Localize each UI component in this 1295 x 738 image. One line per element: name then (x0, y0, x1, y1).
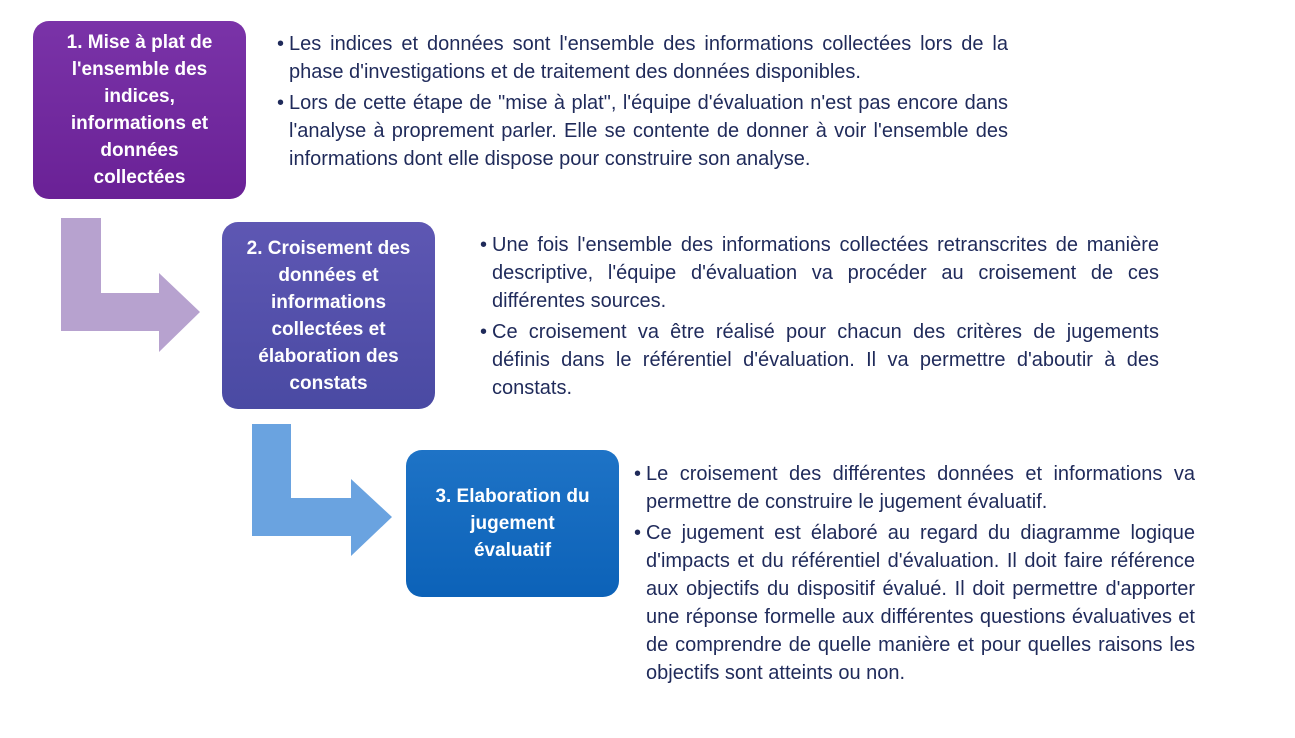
step-1-title-line: l'ensemble des (71, 59, 208, 80)
step-1-box (33, 21, 246, 199)
step-3-title (435, 483, 589, 564)
step-2-title-line: constats (289, 372, 368, 394)
step-1-bullet: • Lors de cette étape de "mise à plat", l'équipe d'évaluation n'est pas encore dans l'analyse à proprement parler. Elle se contente de donner à voir l'ensemble des informations dont elle dispose pour construire son analyse. (280, 89, 1008, 173)
step-2-title-line: données et (278, 264, 379, 286)
step-2-box (222, 222, 435, 409)
step-2-description (483, 231, 1159, 405)
step-2-title-line: 2. Croisement des (246, 237, 411, 259)
step-2-title-line: élaboration des (258, 345, 399, 367)
arrow-step2-to-step3 (252, 424, 392, 556)
step-2-bullet: • Ce croisement va être réalisé pour chacun des critères de jugements définis dans le référentiel d'évaluation. Il va permettre d'aboutir à des constats. (483, 318, 1159, 402)
step-3-title-line: évaluatif (473, 540, 552, 561)
step-2-title-line: collectées et (271, 318, 386, 340)
step-1-bullet: • Les indices et données sont l'ensemble des informations collectées lors de la phase d'investigations et de traitement des données disponibles. (280, 30, 1008, 86)
step-1-title-line: collectées (93, 167, 186, 188)
step-3-box (406, 450, 619, 597)
step-1-title-line: indices, (104, 86, 175, 107)
step-3-bullet: • Le croisement des différentes données et informations va permettre de construire le jugement évaluatif. (637, 460, 1195, 516)
step-3-description (637, 460, 1195, 690)
step-2-title (247, 235, 411, 397)
step-1-title (67, 29, 213, 191)
step-2-bullet: • Une fois l'ensemble des informations collectées retranscrites de manière descriptive, l'équipe d'évaluation va procéder au croisement de ces différentes sources. (483, 231, 1159, 315)
step-1-description (280, 30, 1008, 176)
step-1-title-line: 1. Mise à plat de (66, 32, 213, 53)
step-2-title-line: informations (270, 291, 387, 313)
step-1-title-line: informations et (70, 113, 209, 134)
step-3-title-line: jugement (470, 513, 555, 534)
step-3-bullet: • Ce jugement est élaboré au regard du diagramme logique d'impacts et du référentiel d'évaluation. Il doit faire référence aux objectifs du dispositif évalué. Il doit permettre d'apporter une réponse formelle aux différentes questions évaluatives et de comprendre de quelle manière et pour quelles raisons les objectifs sont atteints ou non. (637, 519, 1195, 687)
step-1-title-line: données (100, 140, 179, 161)
step-3-title-line: 3. Elaboration du (435, 486, 590, 507)
arrow-step1-to-step2 (61, 218, 200, 352)
